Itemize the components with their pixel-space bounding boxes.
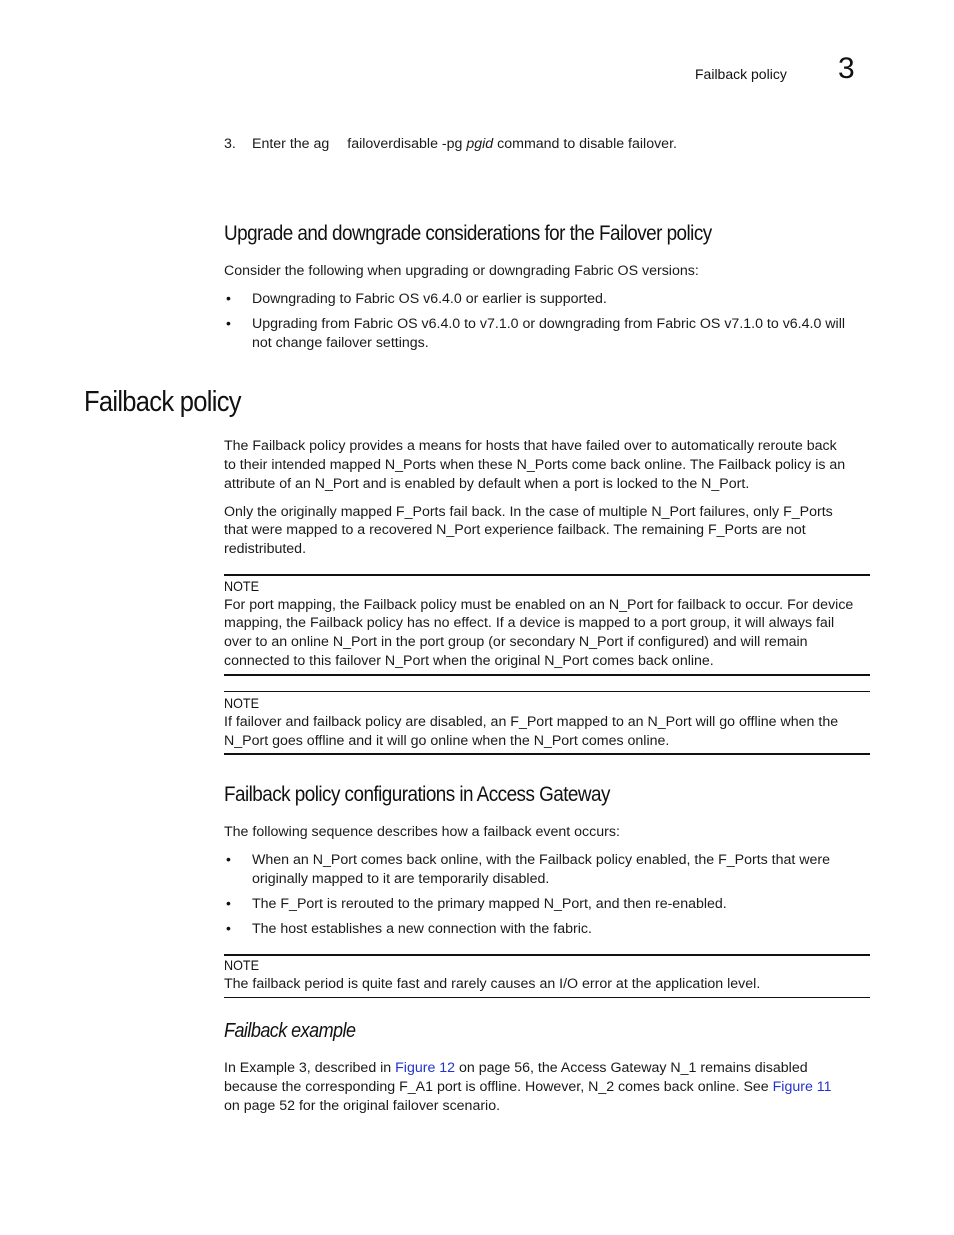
note-label: NOTE	[224, 957, 260, 973]
bullet-icon: •	[226, 315, 231, 331]
upgrade-bullet-2-cont: not change failover settings.	[252, 335, 429, 351]
config-bullet-1-cont: originally mapped to it are temporarily disabled.	[252, 871, 550, 887]
figure-12-link[interactable]: Figure 12	[395, 1060, 456, 1076]
failback-para1-line1: The Failback policy provides a means for hosts that have failed over to automatically reroute back	[224, 438, 837, 454]
note-top-rule	[224, 691, 870, 692]
note1-line3: over to an online N_Port in the port group (or secondary N_Port if configured) and will remain	[224, 634, 808, 650]
step-3-post: command to disable failover.	[493, 136, 677, 152]
example-line1	[224, 1059, 808, 1078]
config-bullet-3: The host establishes a new connection with the fabric.	[252, 921, 592, 937]
note-label: NOTE	[224, 578, 260, 594]
failback-para1-line3: attribute of an N_Port and is enabled by default when a port is locked to the N_Port.	[224, 476, 750, 492]
command-failoverdisable: failoverdisable -pg	[347, 136, 463, 152]
step-number: 3.	[224, 136, 236, 152]
example-line3: on page 52 for the original failover scenario.	[224, 1098, 501, 1114]
upgrade-heading: Upgrade and downgrade considerations for the Failover policy	[224, 222, 712, 245]
upgrade-intro: Consider the following when upgrading or downgrading Fabric OS versions:	[224, 263, 699, 279]
example-line1-pre: In Example 3, described in	[224, 1060, 396, 1076]
chapter-number: 3	[838, 52, 855, 85]
note-bottom-rule	[224, 753, 870, 755]
note-top-rule	[224, 574, 870, 576]
command-arg-pgid: pgid	[466, 136, 494, 152]
command-ag: ag	[313, 136, 330, 152]
note2-line1: If failover and failback policy are disabled, an F_Port mapped to an N_Port will go offline when the	[224, 714, 839, 730]
failback-para2-line1: Only the originally mapped F_Ports fail back. In the case of multiple N_Port failures, only F_Ports	[224, 504, 833, 520]
note-bottom-rule	[224, 674, 870, 676]
config-bullet-1: When an N_Port comes back online, with the Failback policy enabled, the F_Ports that were	[252, 852, 831, 868]
figure-11-link[interactable]: Figure 11	[772, 1079, 832, 1095]
step-3-text	[252, 135, 677, 154]
example-line2-pre: because the corresponding F_A1 port is offline. However, N_2 comes back online. See	[224, 1079, 773, 1095]
failback-para2-line2: that were mapped to a recovered N_Port experience failback. The remaining F_Ports are not	[224, 522, 806, 538]
bullet-icon: •	[226, 851, 231, 867]
config-bullet-2: The F_Port is rerouted to the primary mapped N_Port, and then re-enabled.	[252, 896, 727, 912]
bullet-icon: •	[226, 290, 231, 306]
note-bottom-rule	[224, 997, 870, 998]
example-heading: Failback example	[224, 1020, 356, 1042]
config-intro: The following sequence describes how a failback event occurs:	[224, 824, 620, 840]
example-line2	[224, 1078, 832, 1097]
upgrade-bullet-1: Downgrading to Fabric OS v6.4.0 or earlier is supported.	[252, 291, 607, 307]
note1-line2: mapping, the Failback policy has no effect. If a device is mapped to a port group, it will always fail	[224, 615, 835, 631]
failback-para2-line3: redistributed.	[224, 541, 307, 557]
note3-text: The failback period is quite fast and rarely causes an I/O error at the application level.	[224, 976, 761, 992]
failback-para1-line2: to their intended mapped N_Ports when these N_Ports come back online. The Failback policy is an	[224, 457, 846, 473]
bullet-icon: •	[226, 895, 231, 911]
note1-line4: connected to this failover N_Port when the original N_Port comes back online.	[224, 653, 714, 669]
upgrade-bullet-2: Upgrading from Fabric OS v6.4.0 to v7.1.0 or downgrading from Fabric OS v7.1.0 to v6.4.0 will	[252, 316, 845, 332]
note-label: NOTE	[224, 695, 260, 711]
bullet-icon: •	[226, 920, 231, 936]
note-top-rule	[224, 954, 870, 956]
example-line1-post: on page 56, the Access Gateway N_1 remains disabled	[455, 1060, 808, 1076]
step-3-pre: Enter the	[252, 136, 314, 152]
note1-line1: For port mapping, the Failback policy must be enabled on an N_Port for failback to occur. For device	[224, 597, 854, 613]
config-heading: Failback policy configurations in Access Gateway	[224, 783, 610, 806]
failback-heading: Failback policy	[84, 386, 241, 418]
running-header-title: Failback policy	[695, 66, 787, 82]
note2-line2: N_Port goes offline and it will go online when the N_Port comes online.	[224, 733, 670, 749]
